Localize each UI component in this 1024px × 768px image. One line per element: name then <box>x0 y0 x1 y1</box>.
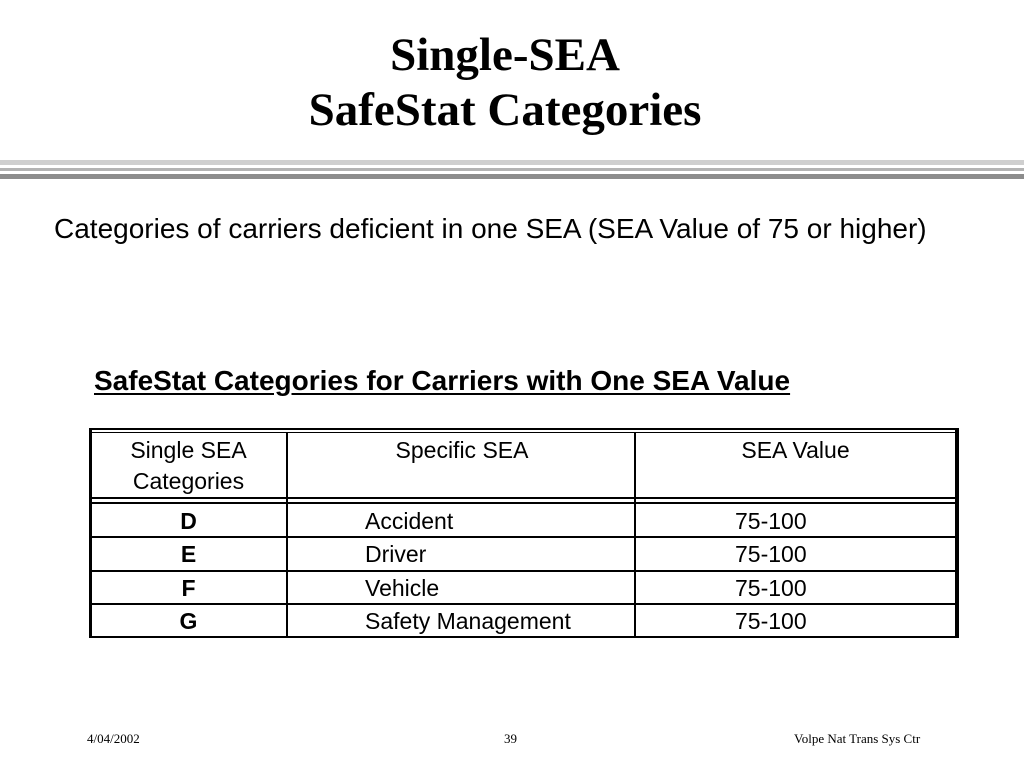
row-e-sea-value: 75-100 <box>735 541 807 567</box>
footer-page-number: 39 <box>504 731 517 746</box>
table-top-border <box>89 428 959 430</box>
table-right-border <box>955 428 959 638</box>
row-d-specific-sea: Accident <box>365 508 454 534</box>
row-divider <box>89 603 959 605</box>
row-f-category: F <box>181 575 196 601</box>
row-d-sea-value: 75-100 <box>735 508 807 534</box>
row-g-sea-value: 75-100 <box>735 608 807 634</box>
row-divider <box>89 570 959 572</box>
table-top-border-inner <box>89 432 959 433</box>
title-divider-light <box>0 160 1024 165</box>
row-g-category: G <box>179 608 198 634</box>
row-f-sea-value: 75-100 <box>735 575 807 601</box>
slide-title <box>0 28 1010 138</box>
row-g-specific-sea: Safety Management <box>365 608 571 634</box>
row-d-category: D <box>180 508 197 534</box>
intro-text: Categories of carriers deficient in one SEA (SEA Value of 75 or higher) <box>54 213 927 244</box>
header-bottom-border <box>89 497 959 499</box>
footer-date: 4/04/2002 <box>87 731 140 746</box>
title-divider-dark <box>0 174 1024 179</box>
footer-organization: Volpe Nat Trans Sys Ctr <box>794 731 921 746</box>
header-bottom-border-inner <box>89 502 959 504</box>
sea-categories-table <box>89 428 959 638</box>
header-specific-sea: Specific SEA <box>395 437 529 463</box>
header-single-sea-categories <box>89 435 288 497</box>
slide-title-line-1: Single-SEA <box>390 29 620 81</box>
row-e-category: E <box>180 541 197 567</box>
title-divider-mid <box>0 168 1024 171</box>
header-single-sea-line-2: Categories <box>132 468 245 494</box>
header-single-sea-line-1: Single SEA <box>130 437 247 463</box>
table-bottom-border <box>89 636 959 638</box>
table-caption: SafeStat Categories for Carriers with One SEA Value <box>94 365 791 396</box>
row-divider <box>89 536 959 538</box>
row-f-specific-sea: Vehicle <box>365 575 440 601</box>
slide-title-line-2: SafeStat Categories <box>308 84 702 136</box>
row-e-specific-sea: Driver <box>365 541 427 567</box>
header-sea-value: SEA Value <box>741 437 850 463</box>
